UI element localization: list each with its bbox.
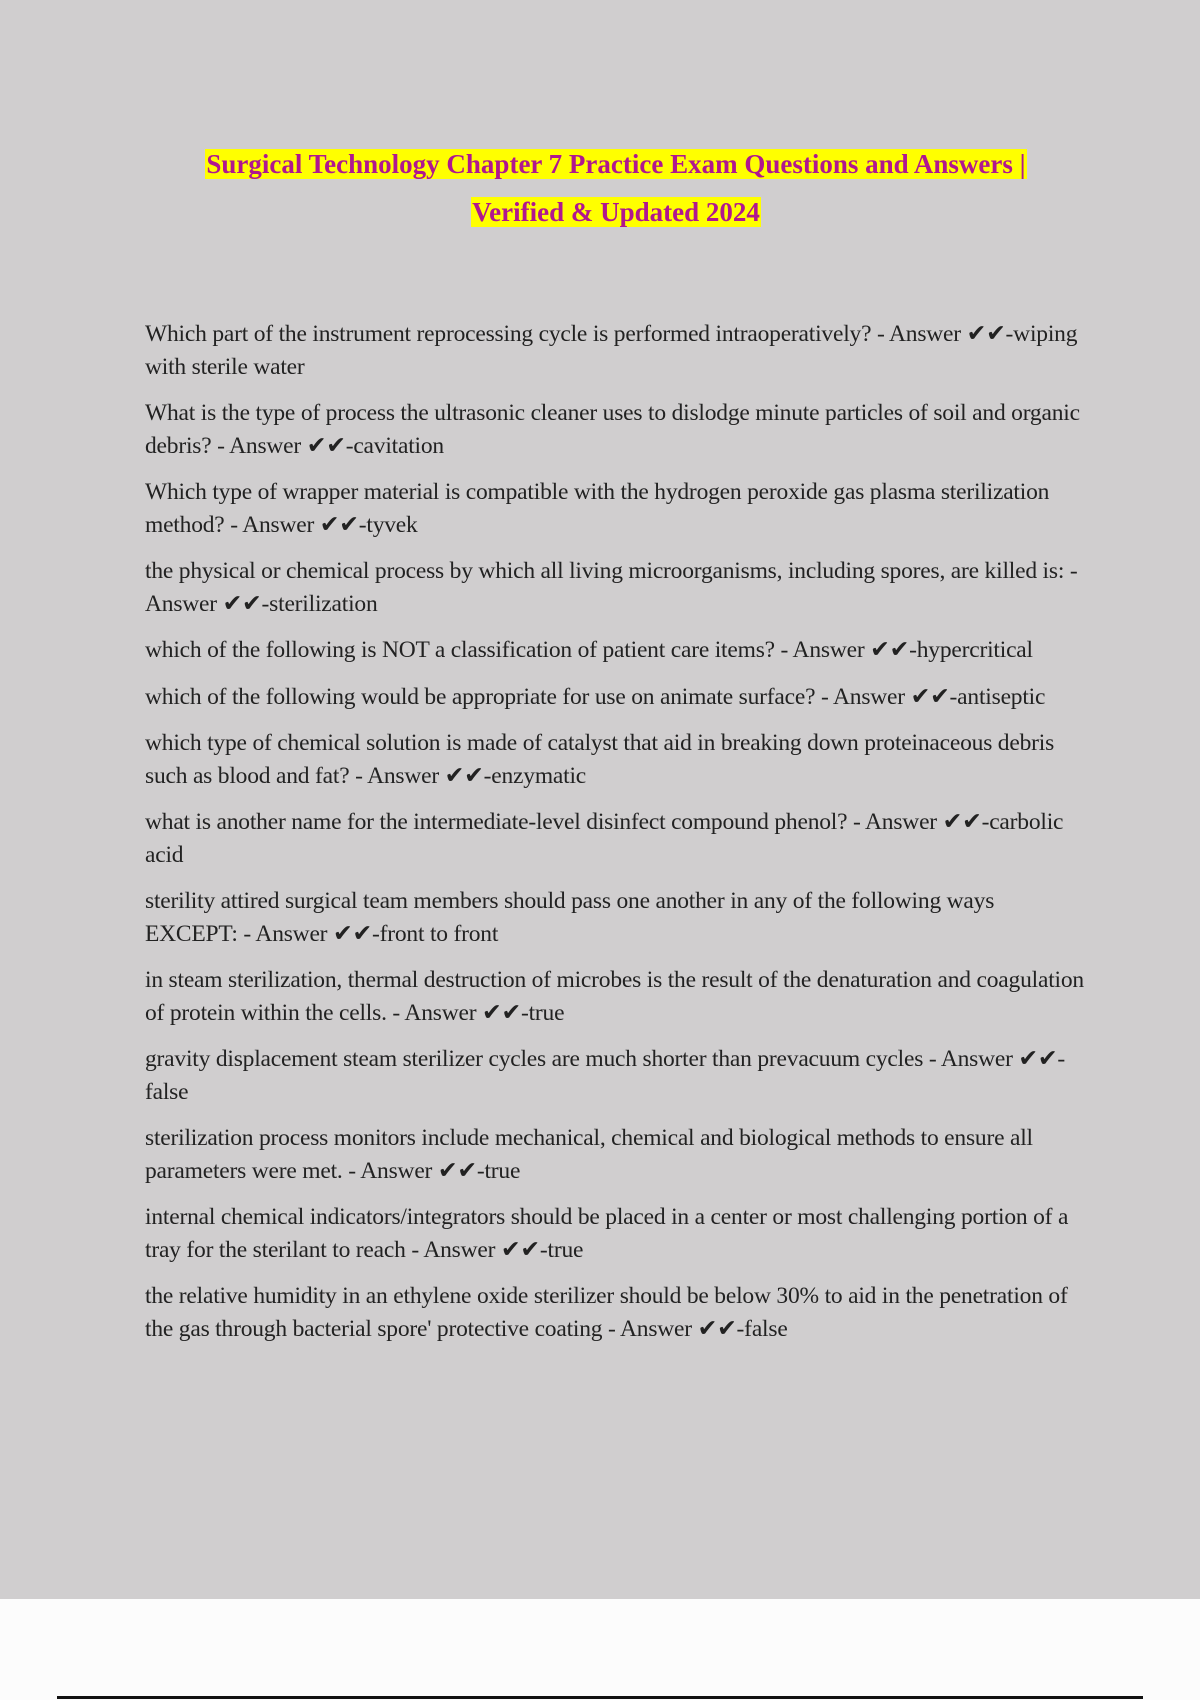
qa-item: Which part of the instrument reprocessing cycle is performed intraoperatively? - Answer ✔✔-wiping with sterile water [145,321,1078,380]
qa-item: the relative humidity in an ethylene oxide sterilizer should be below 30% to aid in the penetration of the gas through bacterial spore' protective coating - Answer ✔✔-false [145,1283,1068,1342]
qa-item: gravity displacement steam sterilizer cycles are much shorter than prevacuum cycles - Answer ✔✔-false [145,1046,1066,1105]
qa-item: sterility attired surgical team members should pass one another in any of the following ways EXCEPT: - Answer ✔✔-front to front [145,888,995,947]
qa-list [145,318,1091,1359]
qa-item: which type of chemical solution is made of catalyst that aid in breaking down proteinaceous debris such as blood and fat? - Answer ✔✔-enzymatic [145,730,1055,789]
title-line-2: Verified & Updated 2024 [472,197,760,227]
qa-item: which of the following would be appropriate for use on animate surface? - Answer ✔✔-antiseptic [145,683,1046,710]
qa-item: in steam sterilization, thermal destruction of microbes is the result of the denaturation and coagulation of protein within the cells. - Answer ✔✔-true [145,967,1084,1026]
qa-item: internal chemical indicators/integrators should be placed in a center or most challenging portion of a tray for the sterilant to reach - Answer ✔✔-true [145,1204,1069,1263]
qa-item: the physical or chemical process by which all living microorganisms, including spores, are killed is: - Answer ✔✔-sterilization [145,558,1078,617]
qa-item: what is another name for the intermediate-level disinfect compound phenol? - Answer ✔✔-carbolic acid [145,809,1064,868]
footer-divider [57,1696,1143,1699]
qa-item: Which type of wrapper material is compatible with the hydrogen peroxide gas plasma sterilization method? - Answer ✔✔-tyvek [145,479,1050,538]
qa-item: sterilization process monitors include mechanical, chemical and biological methods to ensure all parameters were met. - Answer ✔✔-true [145,1125,1033,1184]
qa-item: What is the type of process the ultrasonic cleaner uses to dislodge minute particles of soil and organic debris? - Answer ✔✔-cavitation [145,400,1080,459]
title-line-1: Surgical Technology Chapter 7 Practice Exam Questions and Answers | [206,149,1026,179]
document-title [145,140,1087,236]
qa-item: which of the following is NOT a classification of patient care items? - Answer ✔✔-hypercritical [145,637,1033,663]
